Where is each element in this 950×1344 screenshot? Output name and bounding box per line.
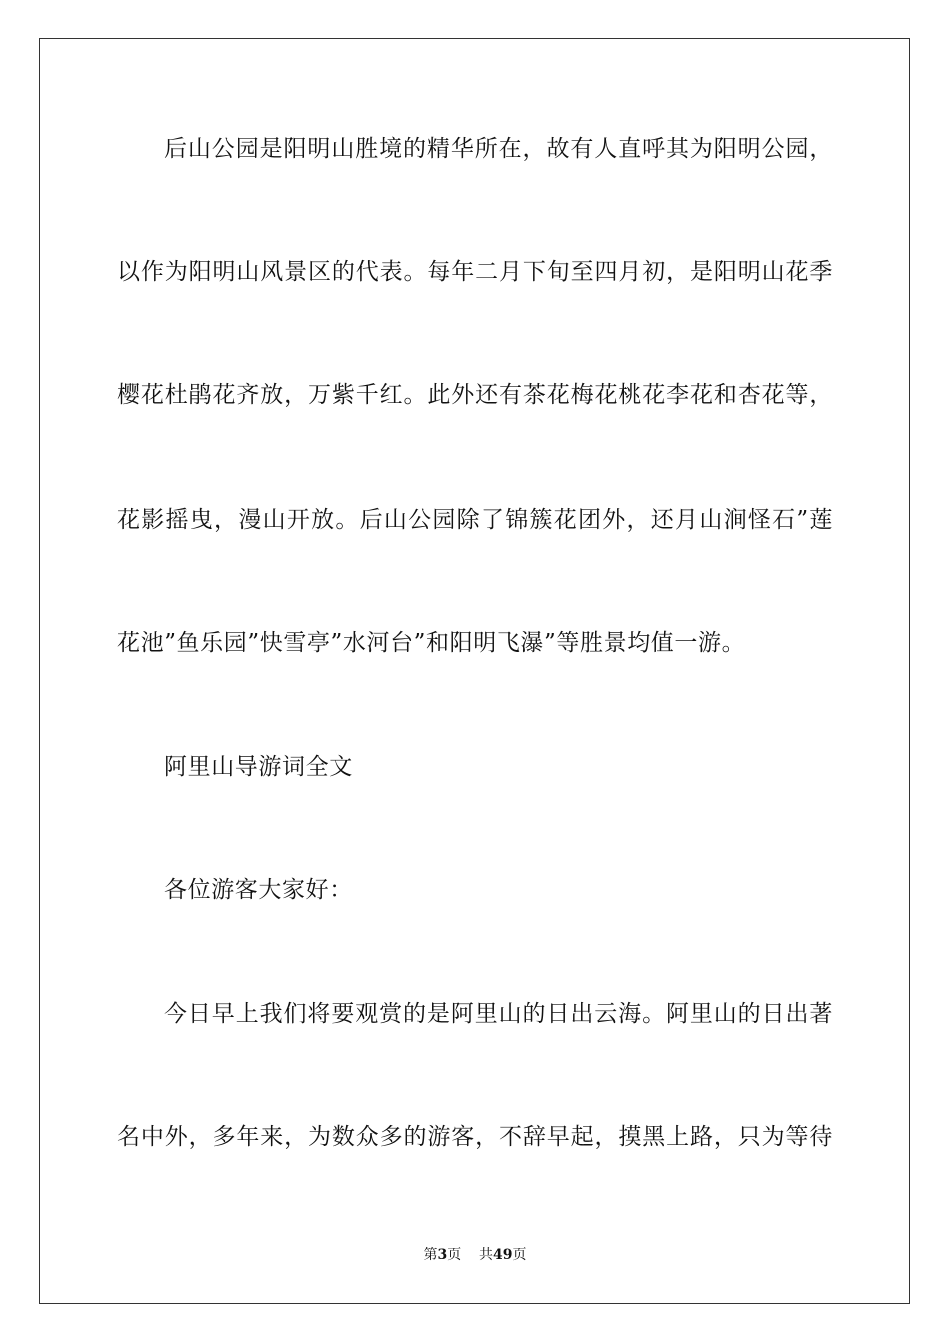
body-text-line: 以作为阳明山风景区的代表。每年二月下旬至四月初，是阳明山花季 — [117, 259, 833, 285]
total-suffix: 页 — [512, 1247, 527, 1263]
total-pages: 49 — [493, 1247, 513, 1263]
body-text-line: 今日早上我们将要观赏的是阿里山的日出云海。阿里山的日出著 — [164, 1001, 833, 1027]
page-suffix: 页 — [447, 1247, 462, 1263]
body-text-line: 花池”鱼乐园”快雪亭”水河台”和阳明飞瀑”等胜景均值一游。 — [117, 630, 746, 656]
greeting-line: 各位游客大家好： — [164, 877, 353, 903]
page-footer — [0, 1246, 950, 1264]
section-heading: 阿里山导游词全文 — [164, 754, 353, 780]
total-prefix: 共 — [479, 1247, 494, 1263]
page-border — [39, 38, 910, 1304]
page-number: 3 — [437, 1247, 448, 1263]
body-text-line: 后山公园是阳明山胜境的精华所在，故有人直呼其为阳明公园， — [164, 136, 833, 162]
body-text-line: 名中外，多年来，为数众多的游客，不辞早起，摸黑上路，只为等待 — [117, 1124, 833, 1150]
body-text-line: 樱花杜鹃花齐放，万紫千红。此外还有茶花梅花桃花李花和杏花等， — [117, 382, 833, 408]
page-prefix: 第 — [423, 1247, 438, 1263]
body-text-line: 花影摇曳，漫山开放。后山公园除了锦簇花团外，还月山涧怪石”莲 — [117, 507, 833, 533]
